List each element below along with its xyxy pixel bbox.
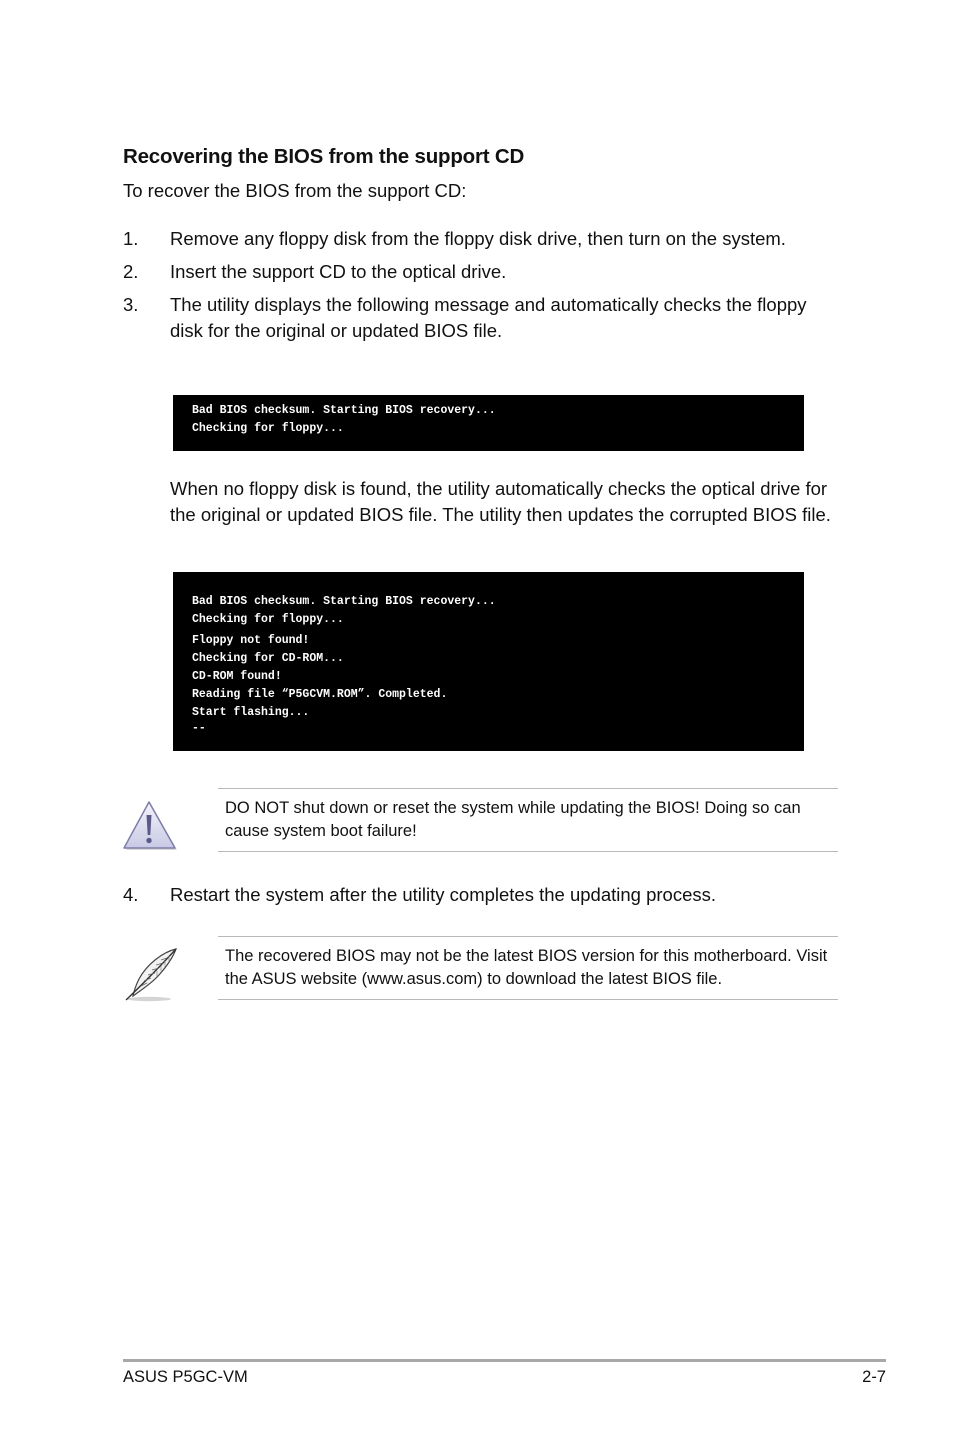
console-screen-cd-recovery	[173, 572, 804, 751]
intro-text: To recover the BIOS from the support CD:	[123, 180, 467, 201]
console-line: Checking for floppy...	[192, 613, 344, 626]
console-line: Bad BIOS checksum. Starting BIOS recovery...	[192, 404, 496, 417]
feather-pen-icon	[121, 946, 181, 1009]
note-text: The recovered BIOS may not be the latest BIOS version for this motherboard. Visit the ASUS website (www.asus.com) to download the latest BIOS file.	[225, 947, 828, 988]
footer-page-number: 2-7	[862, 1368, 886, 1386]
note-callout	[218, 936, 838, 1000]
console-line: Checking for floppy...	[192, 422, 344, 435]
console-line: Bad BIOS checksum. Starting BIOS recovery...	[192, 595, 496, 608]
footer-divider	[123, 1359, 886, 1362]
footer-product-name: ASUS P5GC-VM	[123, 1368, 248, 1386]
console-screen-floppy-check	[173, 395, 804, 451]
console-line: --	[192, 722, 206, 735]
console-line: Floppy not found!	[192, 634, 310, 647]
console-line: Checking for CD-ROM...	[192, 652, 344, 665]
console-line: CD-ROM found!	[192, 670, 282, 683]
recovery-paragraph: When no floppy disk is found, the utility automatically checks the optical drive for the original or updated BIOS file. The utility then updates the corrupted BIOS file.	[170, 478, 831, 525]
section-heading: Recovering the BIOS from the support CD	[123, 145, 525, 168]
step-number: 3.	[123, 294, 139, 315]
warning-callout	[218, 788, 838, 852]
step-number: 4.	[123, 884, 139, 905]
console-line: Reading file “P5GCVM.ROM”. Completed.	[192, 688, 448, 701]
step-number: 2.	[123, 261, 139, 282]
warning-text: DO NOT shut down or reset the system while updating the BIOS! Doing so can cause system boot failure!	[225, 799, 801, 840]
step-number: 1.	[123, 228, 139, 249]
step-text: Remove any floppy disk from the floppy disk drive, then turn on the system.	[170, 228, 786, 249]
warning-triangle-icon	[122, 799, 178, 856]
console-line: Start flashing...	[192, 706, 310, 719]
step-text: The utility displays the following message and automatically checks the floppy disk for the original or updated BIOS file.	[170, 294, 807, 341]
step-text: Insert the support CD to the optical drive.	[170, 261, 507, 282]
step-text: Restart the system after the utility completes the updating process.	[170, 884, 717, 905]
